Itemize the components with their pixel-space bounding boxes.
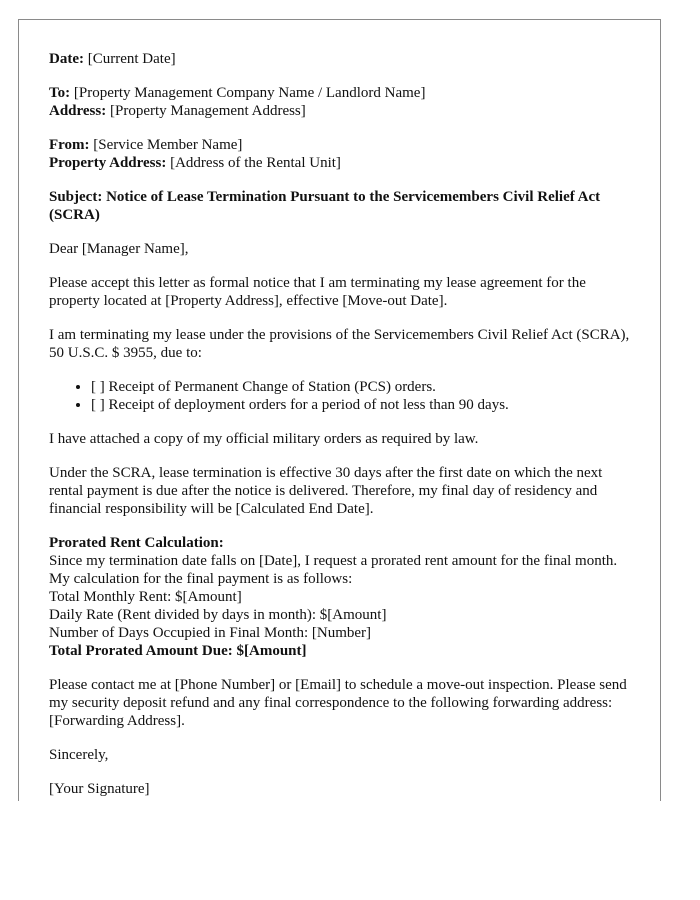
to-value: [Property Management Company Name / Landlord Name]	[70, 85, 426, 101]
to-label: To:	[49, 85, 71, 101]
address-value: [Property Management Address]	[106, 103, 306, 119]
date-label: Date:	[49, 51, 84, 67]
property-line	[49, 154, 639, 172]
prorated-intro: Since my termination date falls on [Date], I request a prorated rent amount for the final month. My calculation for the final payment is as follows:	[49, 553, 618, 587]
total-due-line: Total Prorated Amount Due: $[Amount]	[49, 643, 307, 659]
monthly-rent-line: Total Monthly Rent: $[Amount]	[49, 589, 242, 605]
salutation: Dear [Manager Name],	[49, 241, 189, 257]
letter-content	[49, 50, 639, 814]
closing: Sincerely,	[49, 747, 109, 763]
paragraph-attachment: I have attached a copy of my official military orders as required by law.	[49, 431, 479, 447]
from-line	[49, 136, 639, 154]
reason-item-pcs: • [ ] Receipt of Permanent Change of Station (PCS) orders.	[91, 378, 639, 396]
to-line	[49, 84, 639, 102]
recipient-block	[49, 84, 639, 120]
address-line	[49, 102, 639, 120]
paragraph-notice: Please accept this letter as formal notice that I am terminating my lease agreement for the property located at [Property Address], effective [Move-out Date].	[49, 275, 586, 309]
date-line	[49, 50, 639, 68]
daily-rate-line: Daily Rate (Rent divided by days in month): $[Amount]	[49, 607, 387, 623]
sender-block	[49, 136, 639, 172]
days-occupied-line: Number of Days Occupied in Final Month: [Number]	[49, 625, 372, 641]
paragraph-contact: Please contact me at [Phone Number] or [Email] to schedule a move-out inspection. Please send my security deposit refund and any final correspondence to the following forwarding address: [Forwarding Address].	[49, 677, 627, 729]
property-label: Property Address:	[49, 155, 167, 171]
address-label: Address:	[49, 103, 107, 119]
reason-item-deployment: • [ ] Receipt of deployment orders for a period of not less than 90 days.	[91, 396, 639, 414]
property-value: [Address of the Rental Unit]	[166, 155, 341, 171]
prorated-heading: Prorated Rent Calculation:	[49, 535, 224, 551]
from-label: From:	[49, 137, 90, 153]
signature: [Your Signature]	[49, 781, 150, 797]
reasons-list	[49, 378, 639, 414]
prorated-section	[49, 534, 639, 660]
from-value: [Service Member Name]	[89, 137, 243, 153]
date-value: [Current Date]	[83, 51, 176, 67]
letter-page	[18, 19, 661, 801]
subject-line: Subject: Notice of Lease Termination Pursuant to the Servicemembers Civil Relief Act (SCRA)	[49, 189, 601, 223]
paragraph-effective-date: Under the SCRA, lease termination is effective 30 days after the first date on which the next rental payment is due after the notice is delivered. Therefore, my final day of residency and financial responsibility will be [Calculated End Date].	[49, 465, 603, 517]
paragraph-provisions: I am terminating my lease under the provisions of the Servicemembers Civil Relief Act (SCRA), 50 U.S.C. $ 3955, due to:	[49, 327, 630, 361]
